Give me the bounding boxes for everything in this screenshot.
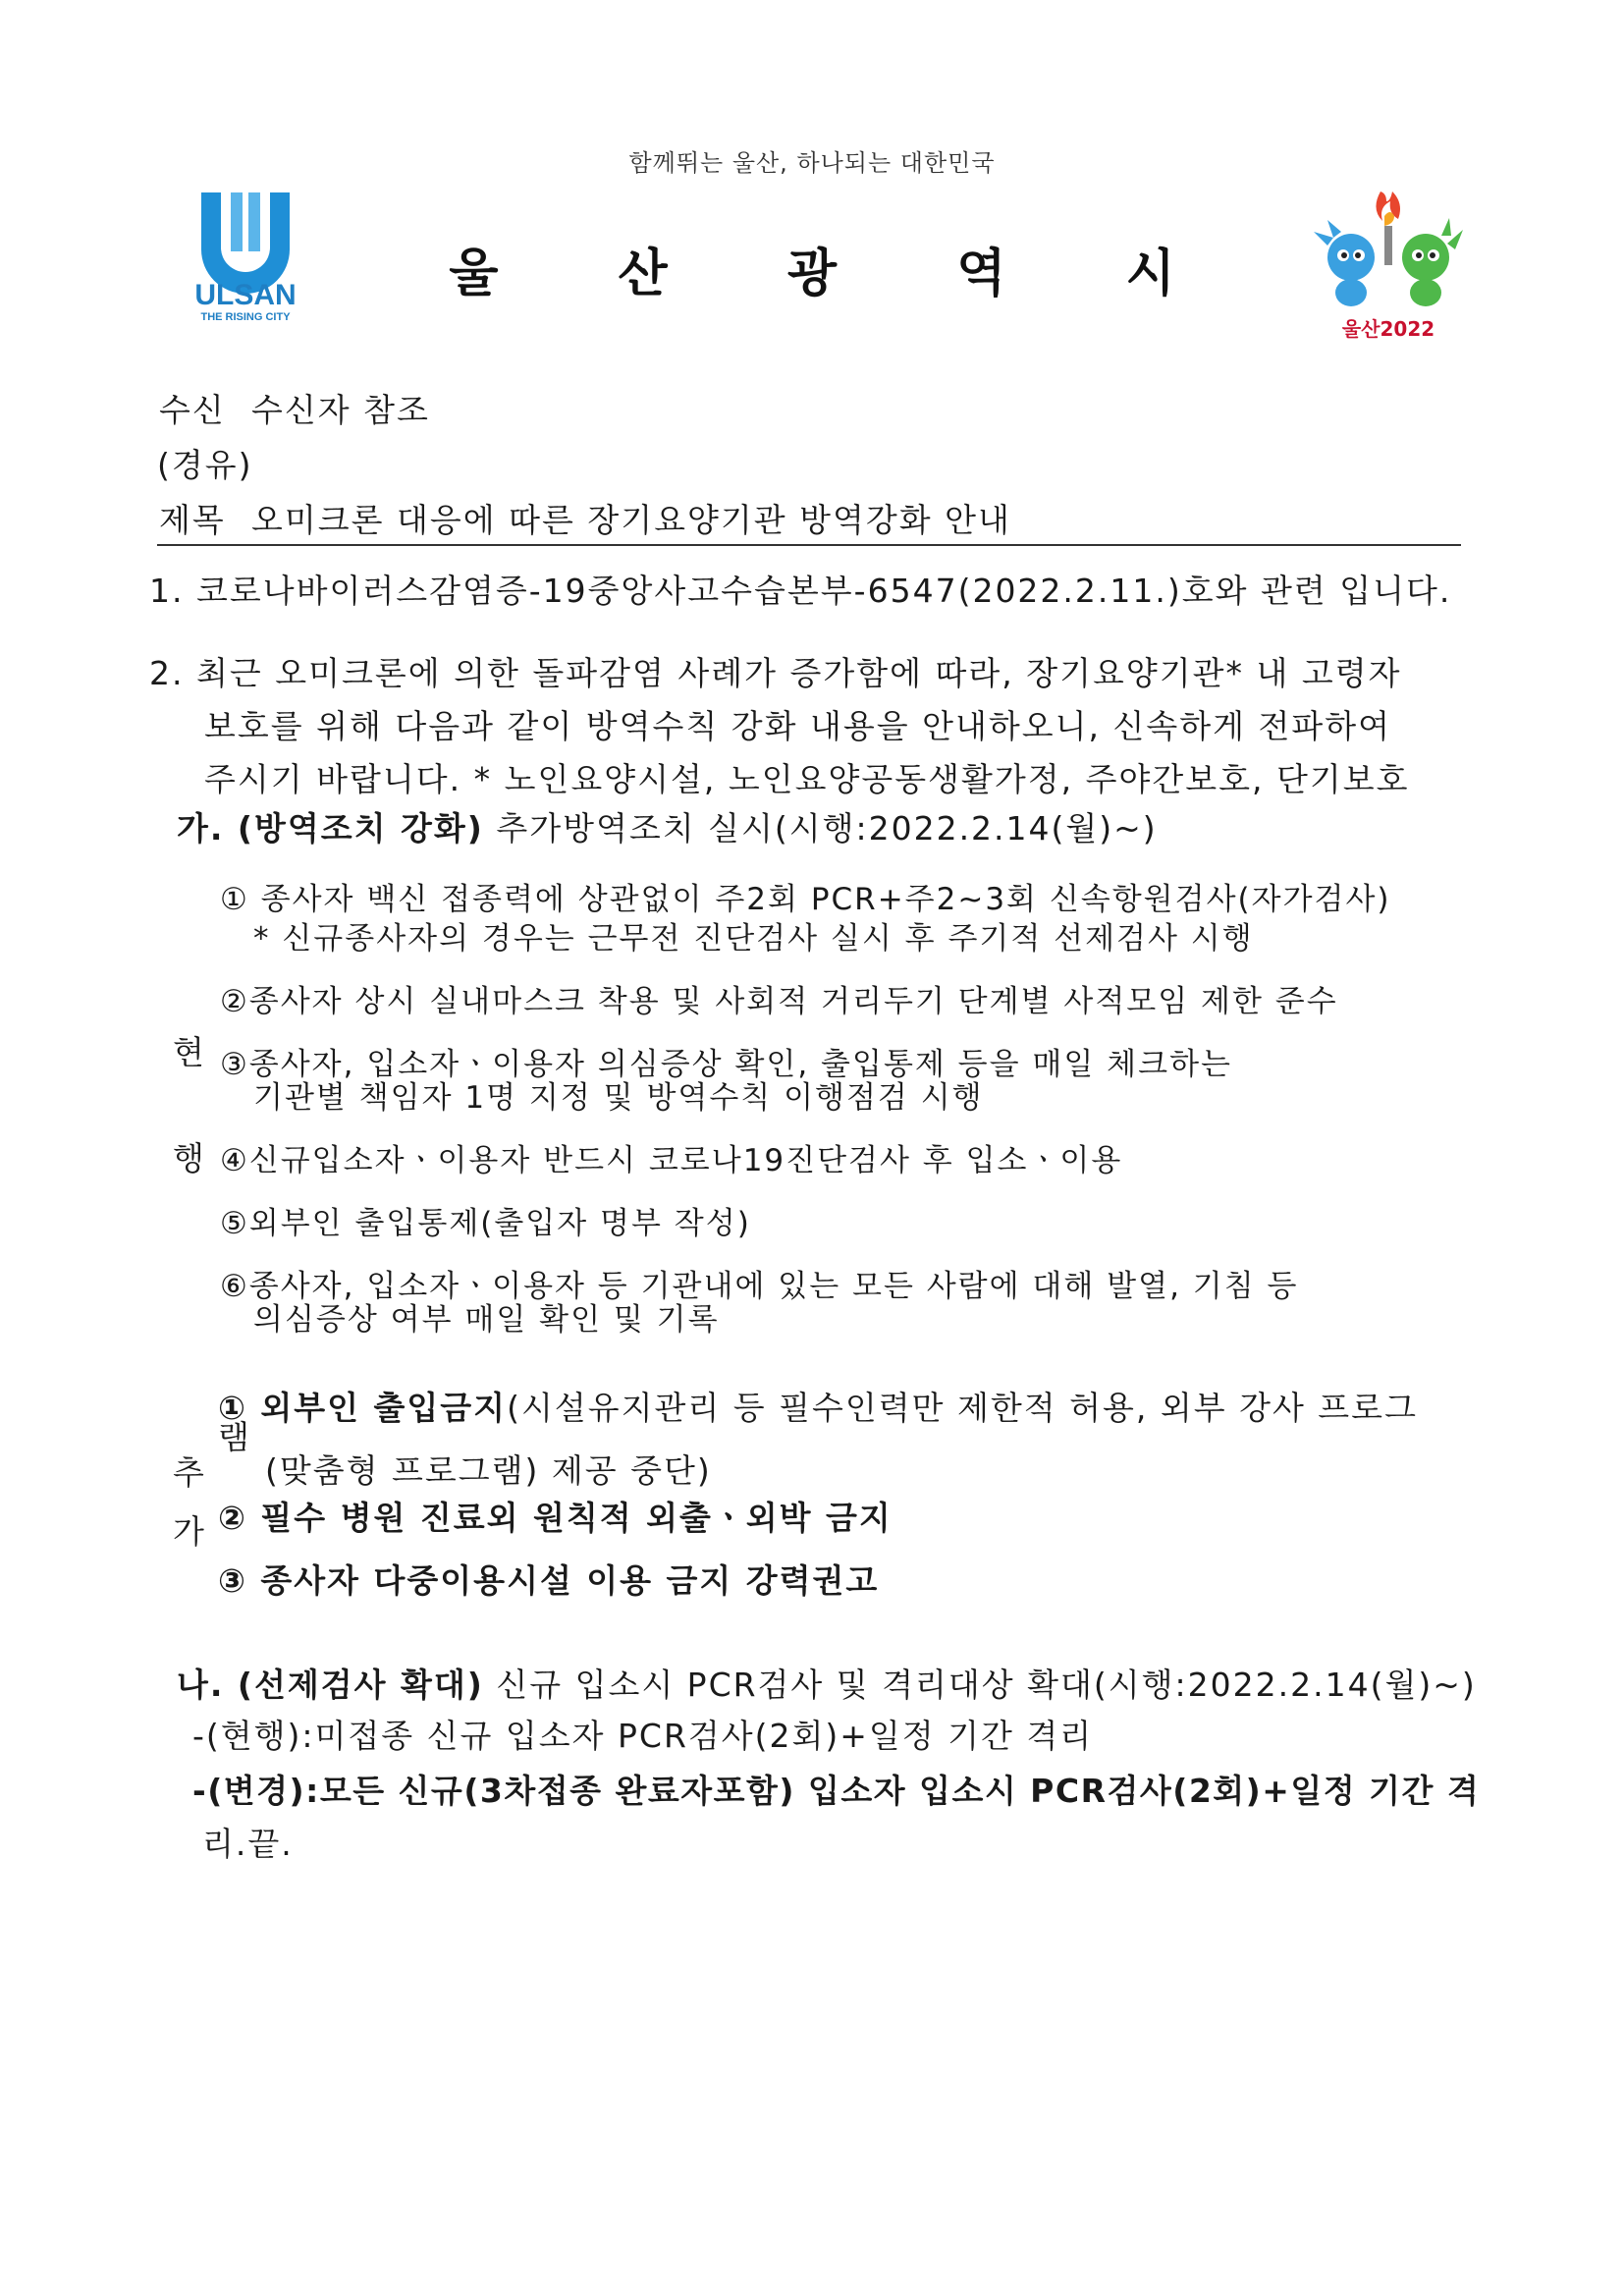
- subject-label: 제목: [159, 501, 226, 539]
- added-item-1-title: ① 외부인 출입금지: [218, 1389, 508, 1427]
- current-item-2: ②종사자 상시 실내마스크 착용 및 사회적 거리두기 단계별 사적모임 제한 준수: [220, 984, 1338, 1019]
- added-label-2: 가: [173, 1512, 206, 1551]
- ulsan-2022-logo-text: 울산2022: [1341, 317, 1435, 341]
- ulsan-2022-logo: [1304, 187, 1471, 344]
- added-item-2: ② 필수 병원 진료외 원칙적 외출ㆍ외박 금지: [218, 1499, 893, 1537]
- section-na-current: -(현행):미접종 신규 입소자 PCR검사(2회)+일정 기간 격리: [192, 1717, 1094, 1755]
- added-item-1: [218, 1383, 1418, 1429]
- current-item-4: ④신규입소자ㆍ이용자 반드시 코로나19진단검사 후 입소ㆍ이용: [220, 1143, 1123, 1178]
- current-item-1-note: * 신규종사자의 경우는 근무전 진단검사 실시 후 주기적 선제검사 시행: [253, 921, 1254, 957]
- ulsan-logo-text: ULSAN: [194, 279, 297, 311]
- section-na-change: -(변경):모든 신규(3차접종 완료자포함) 입소자 입소시 PCR검사(2회)+일정 기간 격: [192, 1772, 1481, 1810]
- current-label-1: 현: [173, 1033, 206, 1071]
- subject-value: 오미크론 대응에 따른 장기요양기관 방역강화 안내: [251, 501, 1011, 539]
- section-na-title: 나. (선제검사 확대): [177, 1666, 484, 1704]
- paragraph-1: 1. 코로나바이러스감염증-19중앙사고수습본부-6547(2022.2.11.)호와 관련 입니다.: [149, 572, 1452, 610]
- section-ga-title: 가. (방역조치 강화): [177, 809, 484, 847]
- current-item-5: ⑤외부인 출입통제(출입자 명부 작성): [220, 1206, 751, 1241]
- paragraph-2-line-2: 보호를 위해 다음과 같이 방역수칙 강화 내용을 안내하오니, 신속하게 전파하여: [204, 707, 1391, 745]
- organization-title: 울 산 광 역 시: [449, 245, 1226, 303]
- current-item-6: ⑥종사자, 입소자ㆍ이용자 등 기관내에 있는 모든 사람에 대해 발열, 기침 등: [220, 1269, 1299, 1304]
- paragraph-2-line-1: 2. 최근 오미크론에 의한 돌파감염 사례가 증가함에 따라, 장기요양기관* 내 고령자: [149, 654, 1402, 692]
- ulsan-logo-subtext: THE RISING CITY: [200, 311, 291, 323]
- current-item-3-cont: 기관별 책임자 1명 지정 및 방역수칙 이행점검 시행: [253, 1080, 984, 1116]
- recipient-label: 수신: [159, 391, 226, 429]
- section-na-change-end: 리.끝.: [202, 1825, 294, 1863]
- current-item-1: ① 종사자 백신 접종력에 상관없이 주2회 PCR+주2~3회 신속항원검사(자가검사): [220, 882, 1391, 917]
- divider-line: [157, 544, 1461, 546]
- added-item-1-detail: (시설유지관리 등 필수인력만 제한적 허용, 외부 강사 프로그: [507, 1389, 1418, 1427]
- slogan: 함께뛰는 울산, 하나되는 대한민국: [628, 149, 996, 177]
- via-label: (경유): [157, 446, 253, 484]
- section-na-description: 신규 입소시 PCR검사 및 격리대상 확대(시행:2022.2.14(월)~): [483, 1666, 1477, 1704]
- paragraph-2-line-3: 주시기 바랍니다. * 노인요양시설, 노인요양공동생활가정, 주야간보호, 단기보호: [204, 760, 1410, 798]
- section-ga-heading: [177, 803, 1158, 849]
- added-item-1-line-2: (맞춤형 프로그램) 제공 중단): [265, 1451, 712, 1490]
- recipient-value: 수신자 참조: [251, 391, 430, 429]
- mascot-torch-icon: [1304, 187, 1471, 344]
- added-label-1: 추: [173, 1453, 206, 1492]
- current-item-6-cont: 의심증상 여부 매일 확인 및 기록: [253, 1302, 720, 1338]
- section-na-heading: [177, 1660, 1477, 1706]
- current-item-3: ③종사자, 입소자ㆍ이용자 의심증상 확인, 출입통제 등을 매일 체크하는: [220, 1047, 1232, 1082]
- section-ga-description: 추가방역조치 실시(시행:2022.2.14(월)~): [483, 809, 1158, 847]
- added-item-3: ③ 종사자 다중이용시설 이용 금지 강력권고: [218, 1561, 880, 1600]
- current-label-2: 행: [173, 1139, 206, 1177]
- added-item-1-wrap: 램: [218, 1418, 251, 1456]
